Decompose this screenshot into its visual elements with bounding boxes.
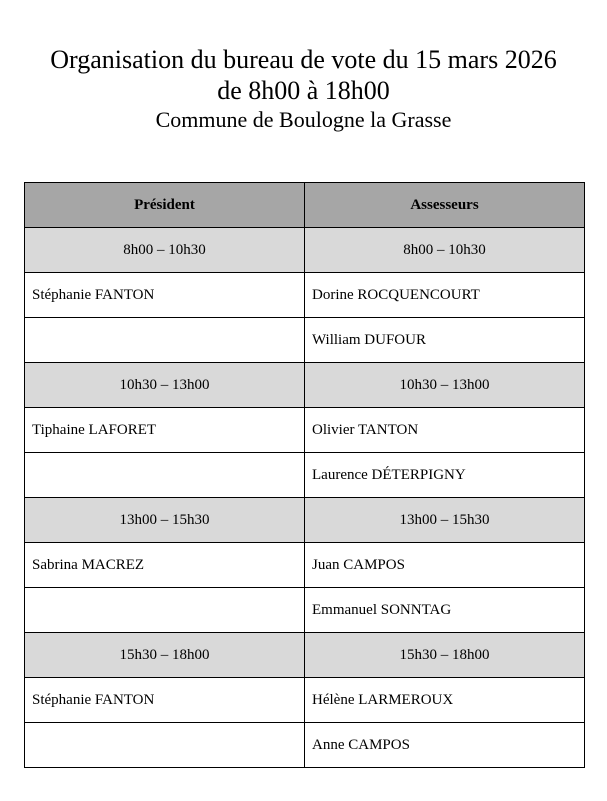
table-row bbox=[25, 273, 585, 318]
assesseur-cell: Laurence DÉTERPIGNY bbox=[305, 453, 585, 498]
table-row bbox=[25, 408, 585, 453]
column-header-president: Président bbox=[25, 183, 305, 228]
assesseurs-time-slot: 15h30 – 18h00 bbox=[305, 633, 585, 678]
time-slot-row bbox=[25, 498, 585, 543]
president-cell bbox=[25, 723, 305, 768]
president-time-slot: 10h30 – 13h00 bbox=[25, 363, 305, 408]
president-cell: Stéphanie FANTON bbox=[25, 273, 305, 318]
assesseur-cell: Hélène LARMEROUX bbox=[305, 678, 585, 723]
document-header bbox=[0, 44, 607, 134]
assesseur-cell: Juan CAMPOS bbox=[305, 543, 585, 588]
assesseurs-time-slot: 13h00 – 15h30 bbox=[305, 498, 585, 543]
time-slot-row bbox=[25, 363, 585, 408]
document-hours: de 8h00 à 18h00 bbox=[217, 76, 390, 105]
table-row bbox=[25, 723, 585, 768]
assesseurs-time-slot: 8h00 – 10h30 bbox=[305, 228, 585, 273]
document-title: Organisation du bureau de vote du 15 mars 2026 bbox=[50, 45, 557, 74]
assesseurs-time-slot: 10h30 – 13h00 bbox=[305, 363, 585, 408]
president-cell bbox=[25, 318, 305, 363]
president-cell bbox=[25, 588, 305, 633]
president-time-slot: 15h30 – 18h00 bbox=[25, 633, 305, 678]
assesseur-cell: Olivier TANTON bbox=[305, 408, 585, 453]
assesseur-cell: Anne CAMPOS bbox=[305, 723, 585, 768]
assesseur-cell: Dorine ROCQUENCOURT bbox=[305, 273, 585, 318]
table-row bbox=[25, 453, 585, 498]
commune-name: Commune de Boulogne la Grasse bbox=[155, 107, 452, 132]
president-cell bbox=[25, 453, 305, 498]
table-row bbox=[25, 588, 585, 633]
president-time-slot: 8h00 – 10h30 bbox=[25, 228, 305, 273]
president-cell: Sabrina MACREZ bbox=[25, 543, 305, 588]
time-slot-row bbox=[25, 228, 585, 273]
table-row bbox=[25, 678, 585, 723]
assesseur-cell: William DUFOUR bbox=[305, 318, 585, 363]
table-row bbox=[25, 318, 585, 363]
time-slot-row bbox=[25, 633, 585, 678]
president-time-slot: 13h00 – 15h30 bbox=[25, 498, 305, 543]
table-row bbox=[25, 543, 585, 588]
assesseur-cell: Emmanuel SONNTAG bbox=[305, 588, 585, 633]
president-cell: Tiphaine LAFORET bbox=[25, 408, 305, 453]
schedule-table bbox=[24, 182, 585, 768]
column-header-assesseurs: Assesseurs bbox=[305, 183, 585, 228]
president-cell: Stéphanie FANTON bbox=[25, 678, 305, 723]
table-header-row bbox=[25, 183, 585, 228]
